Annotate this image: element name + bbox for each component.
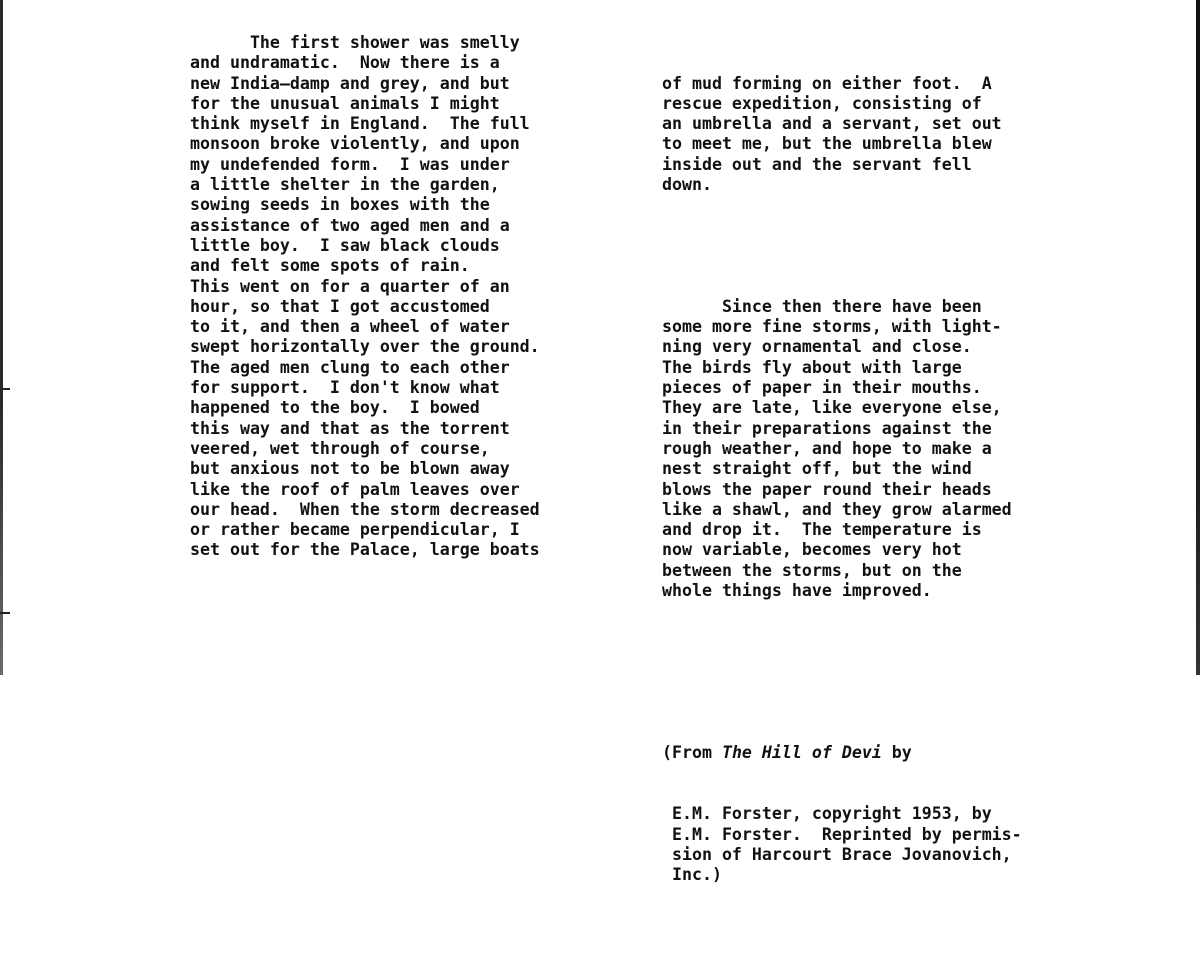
paragraph-storms [662,297,1022,601]
text-line: to it, and then a wheel of water [190,317,510,337]
text-line: The aged men clung to each other [190,357,510,377]
citation-line: sion of Harcourt Brace Jovanovich, [662,844,1012,864]
text-line: down. [662,175,712,195]
citation-lines [662,804,1022,885]
text-line: hour, so that I got accustomed [190,296,490,316]
text-line: for support. I don't know what [190,378,500,398]
text-line: assistance of two aged men and a [190,215,510,235]
text-line: inside out and the servant fell [662,154,972,174]
paragraph-rescue [662,74,1022,196]
text-line: like the roof of palm leaves over [190,479,520,499]
text-line: some more fine storms, with light- [662,317,1002,337]
text-line: little boy. I saw black clouds [190,235,500,255]
text-line: They are late, like everyone else, [662,398,1002,418]
text-line: swept horizontally over the ground. [190,337,540,357]
text-line: The birds fly about with large [662,357,962,377]
text-line: This went on for a quarter of an [190,276,510,296]
citation-line: E.M. Forster, copyright 1953, by [662,804,992,824]
scan-edge-mark [0,388,10,390]
text-line: to meet me, but the umbrella blew [662,134,992,154]
text-line: veered, wet through of course, [190,438,490,458]
text-line: an umbrella and a servant, set out [662,114,1002,134]
citation-after-title: by [881,743,912,763]
text-line: but anxious not to be blown away [190,459,510,479]
scan-edge-right [1196,0,1200,675]
text-line: between the storms, but on the [662,560,962,580]
citation-first-line [662,743,1022,763]
scan-edge-left [0,0,3,675]
right-column [662,33,1022,967]
text-line: now variable, becomes very hot [662,540,962,560]
text-line: whole things have improved. [662,581,932,601]
left-column [190,33,540,561]
text-line: ning very ornamental and close. [662,337,972,357]
text-line: pieces of paper in their mouths. [662,378,982,398]
text-line: of mud forming on either foot. A [662,73,992,93]
text-line: in their preparations against the [662,418,992,438]
text-line: our head. When the storm decreased [190,499,540,519]
text-line: monsoon broke violently, and upon [190,134,520,154]
text-line: rescue expedition, consisting of [662,93,982,113]
text-line: new India—damp and grey, and but [190,73,510,93]
citation-book-title: The Hill of Devi [721,743,882,763]
text-line: The first shower was smelly [190,33,520,52]
paragraph-gap [662,642,1022,662]
text-line: Since then there have been [662,296,982,316]
text-line: and undramatic. Now there is a [190,53,500,73]
text-line: my undefended form. I was under [190,154,510,174]
text-line: for the unusual animals I might [190,93,500,113]
text-line: a little shelter in the garden, [190,175,500,195]
text-line: blows the paper round their heads [662,479,992,499]
text-line: and drop it. The temperature is [662,520,982,540]
text-line: or rather became perpendicular, I [190,520,520,540]
text-line: think myself in England. The full [190,114,530,134]
text-line: and felt some spots of rain. [190,256,470,276]
citation-line: Inc.) [662,865,722,885]
text-line: like a shawl, and they grow alarmed [662,499,1012,519]
citation-prefix: (From [662,743,722,763]
paragraph-gap [662,236,1022,256]
text-line: sowing seeds in boxes with the [190,195,490,215]
text-line: nest straight off, but the wind [662,459,972,479]
text-line: happened to the boy. I bowed [190,398,480,418]
text-line: this way and that as the torrent [190,418,510,438]
citation [662,703,1022,926]
text-line: set out for the Palace, large boats [190,540,540,560]
scan-edge-mark [0,612,10,614]
text-line: rough weather, and hope to make a [662,438,992,458]
citation-line: E.M. Forster. Reprinted by permis- [662,824,1022,844]
